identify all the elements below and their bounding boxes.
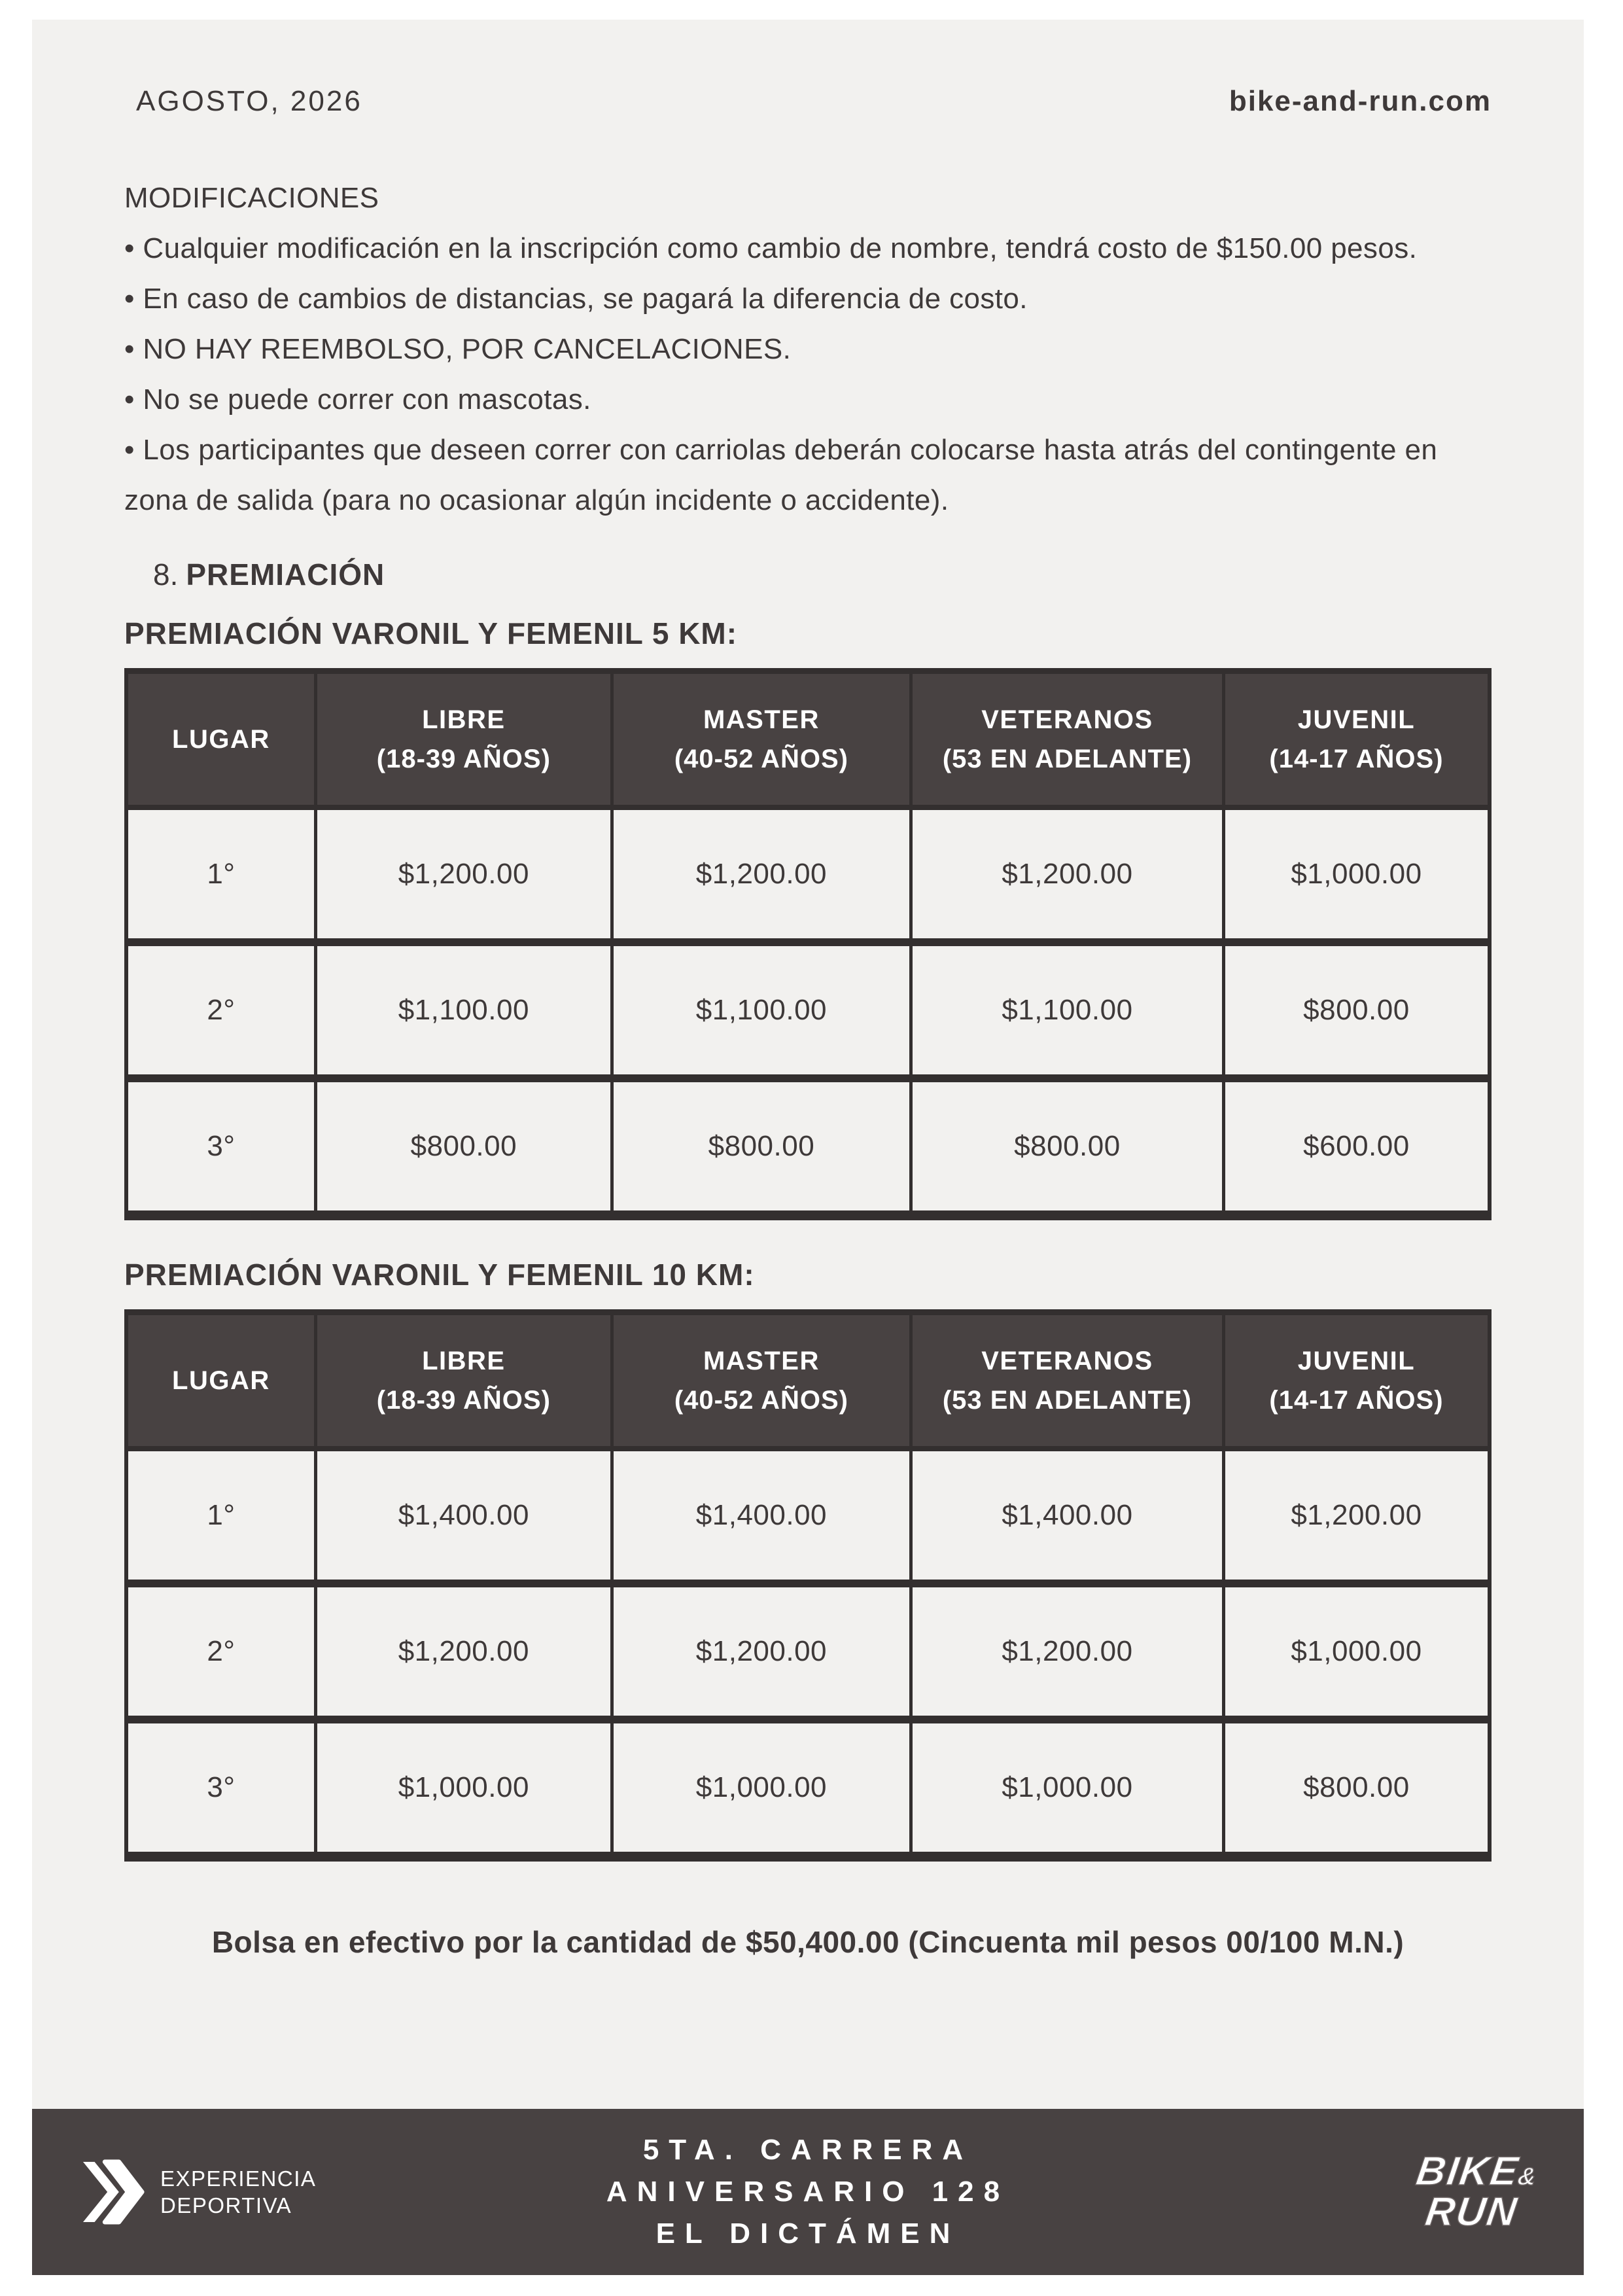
event-line-2: ANIVERSARIO 128 (606, 2176, 1010, 2208)
experiencia-deportiva-text (160, 2165, 316, 2219)
prize-cell: $1,200.00 (614, 810, 913, 938)
table-header-row (128, 674, 1488, 805)
website-label: bike-and-run.com (1229, 85, 1492, 117)
page-content (32, 85, 1584, 1960)
header-cell-libre (317, 674, 614, 805)
event-line-1: 5TA. CARRERA (642, 2134, 973, 2166)
prize-cell: $1,400.00 (317, 1451, 614, 1580)
column-range: (40-52 AÑOS) (674, 745, 848, 773)
prize-cell: $1,000.00 (913, 1723, 1225, 1852)
column-label: MASTER (703, 1347, 820, 1375)
prize-cell: $1,000.00 (614, 1723, 913, 1852)
table-row (128, 1580, 1488, 1716)
prize-cell: $1,200.00 (317, 810, 614, 938)
bike-logo-word-run: RUN (1422, 2189, 1521, 2234)
prize-cell: $1,000.00 (317, 1723, 614, 1852)
place-cell: 1° (128, 1451, 317, 1580)
header-cell-juvenil (1225, 674, 1488, 805)
header-cell-lugar (128, 1315, 317, 1446)
table-row (128, 1446, 1488, 1580)
table-header-row (128, 1315, 1488, 1446)
column-label: VETERANOS (981, 1347, 1153, 1375)
prize-cell: $1,400.00 (614, 1451, 913, 1580)
prize-cell: $1,200.00 (913, 1587, 1225, 1716)
place-cell: 3° (128, 1723, 317, 1852)
prize-cell: $1,100.00 (913, 946, 1225, 1074)
column-label: LIBRE (422, 705, 506, 734)
header-cell-libre (317, 1315, 614, 1446)
column-range: (40-52 AÑOS) (674, 1386, 848, 1415)
premiacion-number: 8. (153, 557, 179, 592)
header-cell-veteranos (913, 674, 1225, 805)
bullet-item: • NO HAY REEMBOLSO, POR CANCELACIONES. (124, 333, 792, 365)
cash-purse-line: Bolsa en efectivo por la cantidad de $50,400.00 (Cincuenta mil pesos 00/100 M.N.) (211, 1925, 1405, 1959)
document-header (124, 85, 1492, 118)
double-chevron-icon (80, 2157, 145, 2227)
event-title (606, 2129, 1009, 2255)
bike-and-run-logo (1408, 2149, 1541, 2234)
footer-bar (32, 2109, 1584, 2275)
header-cell-juvenil (1225, 1315, 1488, 1446)
column-range: (18-39 AÑOS) (376, 745, 551, 773)
prize-cell: $1,000.00 (1291, 858, 1422, 890)
column-label: LUGAR (172, 725, 270, 754)
prize-table-5km (124, 668, 1492, 1220)
modificaciones-title: MODIFICACIONES (124, 182, 379, 214)
place-cell: 1° (128, 810, 317, 938)
logo-line-1: EXPERIENCIA (160, 2166, 317, 2191)
prize-cell: $1,000.00 (1291, 1635, 1422, 1667)
column-range: (14-17 AÑOS) (1269, 745, 1444, 773)
prize-table-10km (124, 1309, 1492, 1862)
header-cell-master (614, 674, 913, 805)
prize-cell: $1,200.00 (1291, 1499, 1422, 1531)
prize-cell: $600.00 (1303, 1130, 1410, 1162)
column-label: LIBRE (422, 1347, 506, 1375)
header-cell-veteranos (913, 1315, 1225, 1446)
prize-cell: $1,200.00 (913, 810, 1225, 938)
page-sheet (32, 20, 1584, 2275)
column-label: JUVENIL (1297, 705, 1416, 734)
place-cell: 2° (128, 1587, 317, 1716)
prize-cell: $1,100.00 (614, 946, 913, 1074)
prize-cell: $1,200.00 (614, 1587, 913, 1716)
column-label: MASTER (703, 705, 820, 734)
prize-cell: $800.00 (317, 1082, 614, 1210)
table-row (128, 805, 1488, 938)
prize-cell: $800.00 (913, 1082, 1225, 1210)
modificaciones-section (124, 173, 1492, 525)
event-line-3: EL DICTÁMEN (655, 2217, 960, 2250)
place-cell: 3° (128, 1082, 317, 1210)
place-cell: 2° (128, 946, 317, 1074)
column-range: (53 EN ADELANTE) (942, 745, 1193, 773)
header-cell-lugar (128, 674, 317, 805)
premiacion-title: PREMIACIÓN (186, 557, 385, 592)
date-label: AGOSTO, 2026 (136, 85, 362, 117)
table-heading-5km: PREMIACIÓN VARONIL Y FEMENIL 5 KM: (124, 616, 738, 650)
column-range: (14-17 AÑOS) (1269, 1386, 1444, 1415)
prize-cell: $800.00 (1303, 994, 1410, 1026)
experiencia-deportiva-logo (80, 2157, 316, 2227)
column-range: (18-39 AÑOS) (376, 1386, 551, 1415)
table-heading-10km: PREMIACIÓN VARONIL Y FEMENIL 10 KM: (124, 1258, 755, 1292)
column-label: VETERANOS (981, 705, 1153, 734)
column-label: LUGAR (172, 1366, 270, 1395)
column-range: (53 EN ADELANTE) (942, 1386, 1193, 1415)
bike-logo-ampersand: & (1516, 2163, 1540, 2191)
prize-cell: $800.00 (614, 1082, 913, 1210)
prize-cell: $1,400.00 (913, 1451, 1225, 1580)
column-label: JUVENIL (1297, 1347, 1416, 1375)
prize-cell: $1,100.00 (317, 946, 614, 1074)
bike-logo-word-bike: BIKE (1413, 2149, 1522, 2194)
header-cell-master (614, 1315, 913, 1446)
table-row (128, 1074, 1488, 1210)
bullet-item: • Cualquier modificación en la inscripción como cambio de nombre, tendrá costo de $150.00 pesos. (124, 232, 1418, 264)
prize-cell: $800.00 (1303, 1771, 1410, 1803)
premiacion-heading (124, 557, 1492, 592)
table-row (128, 938, 1488, 1074)
bullet-item: • En caso de cambios de distancias, se pagará la diferencia de costo. (124, 283, 1028, 315)
bullet-item: • Los participantes que deseen correr con carriolas deberán colocarse hasta atrás del contingente en zona de salida (para no ocasionar algún incidente o accidente). (124, 434, 1438, 516)
bullet-item: • No se puede correr con mascotas. (124, 383, 591, 415)
prize-cell: $1,200.00 (317, 1587, 614, 1716)
logo-line-2: DEPORTIVA (160, 2193, 292, 2217)
table-row (128, 1716, 1488, 1852)
